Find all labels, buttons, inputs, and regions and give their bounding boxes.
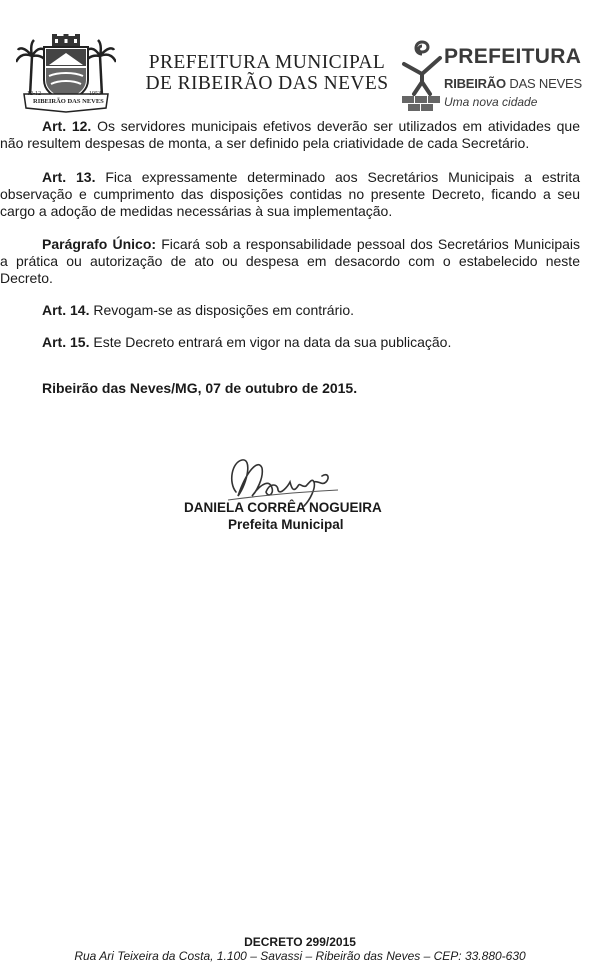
coat-date-left: 12-12	[27, 91, 41, 97]
article-label: Parágrafo Único:	[42, 236, 157, 252]
title-line-1: PREFEITURA MUNICIPAL	[148, 52, 386, 73]
letterhead	[0, 0, 600, 118]
article-13	[0, 169, 580, 220]
signature-block	[168, 450, 404, 546]
title-line-2: DE RIBEIRÃO DAS NEVES	[145, 73, 389, 94]
footer-address: Rua Ari Teixeira da Costa, 1.100 – Savassi – Ribeirão das Neves – CEP: 33.880-630	[74, 949, 526, 963]
article-text: Fica expressamente determinado aos Secretários Municipais a estrita observação e cumprimento das disposições contidas no presente Decreto, ficando a seu cargo a adoção de medidas necessárias à sua implementação.	[0, 169, 580, 219]
article-text: Revogam-se as disposições em contrário.	[93, 302, 355, 318]
decree-number: DECRETO 299/2015	[244, 935, 356, 949]
signer-role: Prefeita Municipal	[228, 517, 344, 532]
prefeitura-brand-logo	[400, 38, 600, 114]
stick-figure-icon	[400, 38, 444, 114]
article-label: Art. 12.	[42, 118, 92, 134]
article-text: Os servidores municipais efetivos deverão ser utilizados em atividades que não resultem despesas de monta, a ser definido pela criatividade de cada Secretário.	[0, 118, 580, 151]
brand-name: PREFEITURA	[444, 45, 582, 68]
article-12	[0, 118, 580, 152]
coat-date-right: 1953	[89, 91, 101, 97]
article-15	[0, 334, 580, 351]
place-and-date: Ribeirão das Neves/MG, 07 de outubro de 2015.	[42, 380, 358, 396]
decree-body	[0, 118, 580, 397]
brand-city-rest: DAS NEVES	[509, 76, 583, 91]
municipality-title	[132, 52, 402, 94]
article-14	[0, 302, 580, 319]
brand-slogan: Uma nova cidade	[444, 95, 538, 109]
article-label: Art. 14.	[42, 302, 90, 318]
signer-name: DANIELA CORRÊA NOGUEIRA	[184, 500, 382, 515]
article-text: Este Decreto entrará em vigor na data da sua publicação.	[93, 334, 452, 350]
article-text: Ficará sob a responsabilidade pessoal dos Secretários Municipais a prática ou autorização de ato ou despesa em desacordo com o estabelecido neste Decreto.	[0, 236, 580, 286]
article-label: Art. 13.	[42, 169, 96, 185]
paragrafo-unico	[0, 236, 580, 287]
brand-city	[444, 76, 582, 91]
coat-banner-text: RIBEIRÃO DAS NEVES	[33, 98, 104, 105]
brand-city-bold: RIBEIRÃO	[444, 76, 506, 91]
article-label: Art. 15.	[42, 334, 90, 350]
